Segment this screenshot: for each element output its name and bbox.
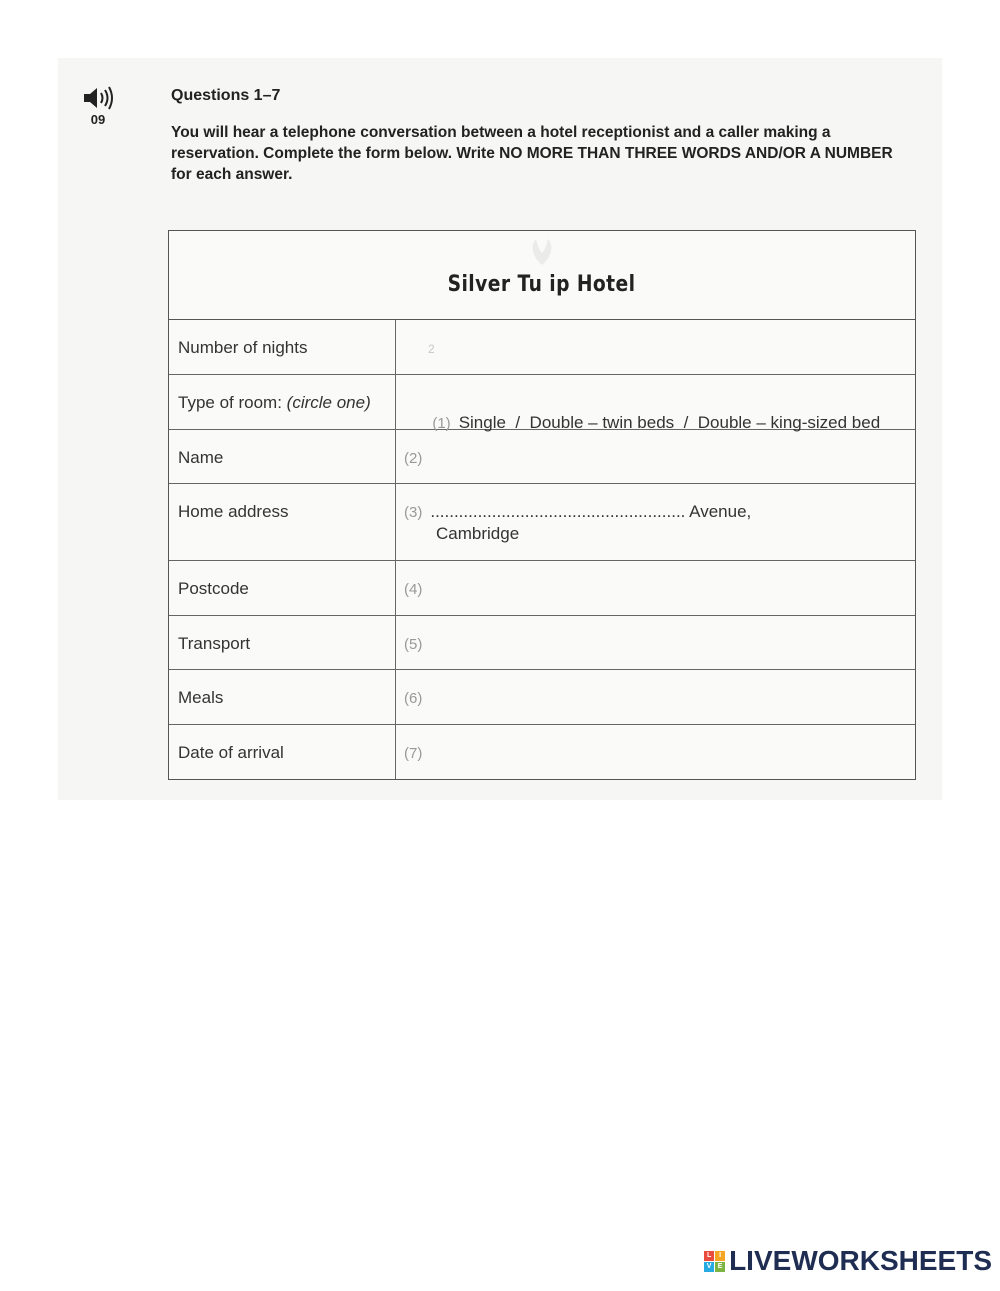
row-label: Meals (169, 670, 396, 724)
question-number: (7) (404, 745, 423, 762)
question-number: (6) (404, 690, 423, 707)
question-number: (5) (404, 636, 423, 653)
logo-letter: I (715, 1251, 725, 1261)
logo-letter: L (704, 1251, 714, 1261)
row-label: Number of nights (169, 320, 396, 374)
form-row-name (169, 430, 915, 484)
liveworksheets-text: LIVEWORKSHEETS (729, 1245, 992, 1276)
tulip-logo-icon (522, 237, 562, 267)
row-label (169, 375, 396, 429)
instructions: You will hear a telephone conversation between a hotel receptionist and a caller making a reservation. Complete the form below. Write NO MORE THAN THREE WORDS AND/OR A NUMBER for each answer. (171, 124, 893, 183)
answer-field[interactable] (396, 430, 915, 483)
form-row-postcode (169, 561, 915, 616)
reservation-form (168, 230, 916, 780)
answer-field[interactable] (396, 616, 915, 669)
form-row-address (169, 484, 915, 561)
answer-field[interactable] (396, 561, 915, 615)
room-options[interactable]: Single / Double – twin beds / Double – king-sized bed (458, 413, 881, 432)
form-row-transport (169, 616, 915, 670)
questions-title: Questions 1–7 (171, 87, 281, 104)
liveworksheets-logo-icon (704, 1251, 725, 1272)
row-label: Date of arrival (169, 725, 396, 779)
address-line-1: ...................................................... Avenue, (430, 502, 752, 521)
liveworksheets-watermark (704, 1245, 992, 1277)
form-row-arrival (169, 725, 915, 779)
question-number: (3) (404, 504, 423, 521)
row-label: Name (169, 430, 396, 483)
question-number: (1) (432, 415, 451, 432)
faint-mark: 2 (428, 342, 435, 356)
row-label: Home address (169, 484, 396, 560)
address-line-2: Cambridge (436, 524, 520, 543)
logo-letter: E (715, 1262, 725, 1272)
row-label: Postcode (169, 561, 396, 615)
answer-field[interactable] (396, 670, 915, 724)
row-value[interactable] (396, 375, 915, 432)
question-number: (2) (404, 450, 423, 467)
answer-field[interactable] (396, 725, 915, 779)
audio-track[interactable] (78, 86, 118, 127)
logo-letter: V (704, 1262, 714, 1272)
form-header (169, 231, 915, 320)
row-label-text: Type of room: (178, 393, 287, 412)
row-label: Transport (169, 616, 396, 669)
row-value (396, 320, 915, 374)
form-row-nights (169, 320, 915, 375)
question-number: (4) (404, 581, 423, 598)
answer-field[interactable] (396, 484, 915, 560)
form-row-meals (169, 670, 915, 725)
hotel-name: Silver Tu ip Hotel (448, 271, 636, 297)
track-number: 09 (90, 112, 106, 127)
form-row-room-type (169, 375, 915, 430)
row-label-note: (circle one) (286, 393, 371, 412)
speaker-icon (82, 86, 114, 110)
